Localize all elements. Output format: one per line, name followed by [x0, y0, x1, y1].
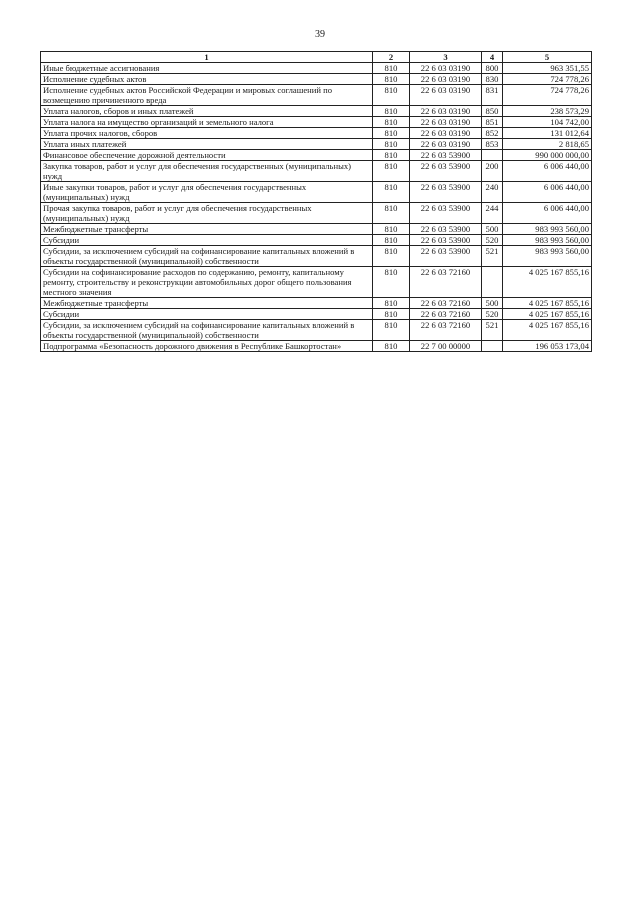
row-code-cell: 22 6 03 72160	[410, 320, 482, 341]
row-ved-cell: 810	[373, 161, 410, 182]
header-col-1: 1	[41, 52, 373, 63]
table-row	[41, 85, 592, 106]
header-col-3: 3	[410, 52, 482, 63]
row-name-cell: Исполнение судебных актов Российской Федерации и мировых соглашений по возмещению причиненного вреда	[41, 85, 373, 106]
row-ved-cell: 810	[373, 298, 410, 309]
row-code-cell: 22 6 03 72160	[410, 309, 482, 320]
row-ved-cell: 810	[373, 85, 410, 106]
row-name-cell: Подпрограмма «Безопасность дорожного движения в Республике Башкортостан»	[41, 341, 373, 352]
table-row	[41, 309, 592, 320]
row-code-cell: 22 6 03 53900	[410, 203, 482, 224]
row-sum-cell: 983 993 560,00	[503, 224, 592, 235]
row-type-cell: 831	[482, 85, 503, 106]
row-ved-cell: 810	[373, 246, 410, 267]
row-name-cell: Межбюджетные трансферты	[41, 224, 373, 235]
table-row	[41, 182, 592, 203]
row-type-cell	[482, 267, 503, 298]
row-type-cell: 521	[482, 246, 503, 267]
row-code-cell: 22 6 03 03190	[410, 128, 482, 139]
row-type-cell: 520	[482, 235, 503, 246]
row-name-cell: Субсидии	[41, 235, 373, 246]
table-row	[41, 106, 592, 117]
row-ved-cell: 810	[373, 203, 410, 224]
row-code-cell: 22 7 00 00000	[410, 341, 482, 352]
row-sum-cell: 963 351,55	[503, 63, 592, 74]
table-row	[41, 63, 592, 74]
row-name-cell: Субсидии на софинансирование расходов по содержанию, ремонту, капитальному ремонту, строительству и реконструкции автомобильных дорог общего пользования местного значения	[41, 267, 373, 298]
row-type-cell: 850	[482, 106, 503, 117]
row-name-cell: Иные закупки товаров, работ и услуг для обеспечения государственных (муниципальных) нужд	[41, 182, 373, 203]
row-ved-cell: 810	[373, 63, 410, 74]
row-ved-cell: 810	[373, 320, 410, 341]
row-code-cell: 22 6 03 03190	[410, 85, 482, 106]
row-ved-cell: 810	[373, 182, 410, 203]
table-row	[41, 235, 592, 246]
row-name-cell: Финансовое обеспечение дорожной деятельности	[41, 150, 373, 161]
table-row	[41, 267, 592, 298]
row-type-cell	[482, 150, 503, 161]
row-type-cell: 244	[482, 203, 503, 224]
row-name-cell: Закупка товаров, работ и услуг для обеспечения государственных (муниципальных) нужд	[41, 161, 373, 182]
row-name-cell: Межбюджетные трансферты	[41, 298, 373, 309]
row-name-cell: Уплата налогов, сборов и иных платежей	[41, 106, 373, 117]
row-type-cell: 852	[482, 128, 503, 139]
table-row	[41, 74, 592, 85]
row-name-cell: Субсидии, за исключением субсидий на софинансирование капитальных вложений в объекты государственной (муниципальной) собственности	[41, 320, 373, 341]
table-row	[41, 139, 592, 150]
row-name-cell: Иные бюджетные ассигнования	[41, 63, 373, 74]
row-code-cell: 22 6 03 03190	[410, 106, 482, 117]
row-ved-cell: 810	[373, 309, 410, 320]
row-type-cell: 240	[482, 182, 503, 203]
row-code-cell: 22 6 03 72160	[410, 267, 482, 298]
row-code-cell: 22 6 03 03190	[410, 74, 482, 85]
table-row	[41, 341, 592, 352]
table-row	[41, 128, 592, 139]
row-code-cell: 22 6 03 53900	[410, 235, 482, 246]
row-sum-cell: 131 012,64	[503, 128, 592, 139]
table-header	[41, 52, 592, 63]
table-row	[41, 117, 592, 128]
header-row	[41, 52, 592, 63]
row-sum-cell: 983 993 560,00	[503, 235, 592, 246]
row-type-cell: 853	[482, 139, 503, 150]
row-ved-cell: 810	[373, 74, 410, 85]
row-sum-cell: 724 778,26	[503, 74, 592, 85]
row-type-cell: 500	[482, 224, 503, 235]
row-sum-cell: 6 006 440,00	[503, 182, 592, 203]
row-ved-cell: 810	[373, 128, 410, 139]
row-ved-cell: 810	[373, 139, 410, 150]
row-code-cell: 22 6 03 72160	[410, 298, 482, 309]
row-sum-cell: 6 006 440,00	[503, 203, 592, 224]
row-sum-cell: 4 025 167 855,16	[503, 320, 592, 341]
row-code-cell: 22 6 03 53900	[410, 246, 482, 267]
header-col-2: 2	[373, 52, 410, 63]
table-row	[41, 150, 592, 161]
row-sum-cell: 104 742,00	[503, 117, 592, 128]
table-row	[41, 298, 592, 309]
row-sum-cell: 238 573,29	[503, 106, 592, 117]
row-type-cell: 521	[482, 320, 503, 341]
row-sum-cell: 196 053 173,04	[503, 341, 592, 352]
row-ved-cell: 810	[373, 106, 410, 117]
row-name-cell: Субсидии	[41, 309, 373, 320]
row-code-cell: 22 6 03 03190	[410, 63, 482, 74]
row-name-cell: Уплата иных платежей	[41, 139, 373, 150]
table-row	[41, 203, 592, 224]
row-name-cell: Субсидии, за исключением субсидий на софинансирование капитальных вложений в объекты государственной (муниципальной) собственности	[41, 246, 373, 267]
row-code-cell: 22 6 03 53900	[410, 150, 482, 161]
header-col-4: 4	[482, 52, 503, 63]
row-sum-cell: 2 818,65	[503, 139, 592, 150]
row-ved-cell: 810	[373, 117, 410, 128]
table-row	[41, 161, 592, 182]
table-row	[41, 224, 592, 235]
row-ved-cell: 810	[373, 150, 410, 161]
row-sum-cell: 4 025 167 855,16	[503, 309, 592, 320]
row-type-cell: 851	[482, 117, 503, 128]
row-name-cell: Прочая закупка товаров, работ и услуг для обеспечения государственных (муниципальных) нужд	[41, 203, 373, 224]
row-sum-cell: 983 993 560,00	[503, 246, 592, 267]
row-type-cell	[482, 341, 503, 352]
row-ved-cell: 810	[373, 341, 410, 352]
row-name-cell: Уплата прочих налогов, сборов	[41, 128, 373, 139]
row-sum-cell: 990 000 000,00	[503, 150, 592, 161]
row-ved-cell: 810	[373, 224, 410, 235]
row-type-cell: 830	[482, 74, 503, 85]
header-col-5: 5	[503, 52, 592, 63]
row-name-cell: Уплата налога на имущество организаций и земельного налога	[41, 117, 373, 128]
row-sum-cell: 724 778,26	[503, 85, 592, 106]
row-code-cell: 22 6 03 53900	[410, 161, 482, 182]
row-name-cell: Исполнение судебных актов	[41, 74, 373, 85]
row-type-cell: 520	[482, 309, 503, 320]
page-number: 39	[315, 29, 325, 40]
row-type-cell: 800	[482, 63, 503, 74]
row-type-cell: 500	[482, 298, 503, 309]
row-code-cell: 22 6 03 53900	[410, 182, 482, 203]
table-row	[41, 320, 592, 341]
row-sum-cell: 4 025 167 855,16	[503, 267, 592, 298]
table-body	[41, 63, 592, 352]
row-code-cell: 22 6 03 53900	[410, 224, 482, 235]
row-sum-cell: 6 006 440,00	[503, 161, 592, 182]
row-sum-cell: 4 025 167 855,16	[503, 298, 592, 309]
row-ved-cell: 810	[373, 235, 410, 246]
row-code-cell: 22 6 03 03190	[410, 139, 482, 150]
budget-table	[40, 51, 592, 352]
row-type-cell: 200	[482, 161, 503, 182]
row-ved-cell: 810	[373, 267, 410, 298]
row-code-cell: 22 6 03 03190	[410, 117, 482, 128]
table-row	[41, 246, 592, 267]
